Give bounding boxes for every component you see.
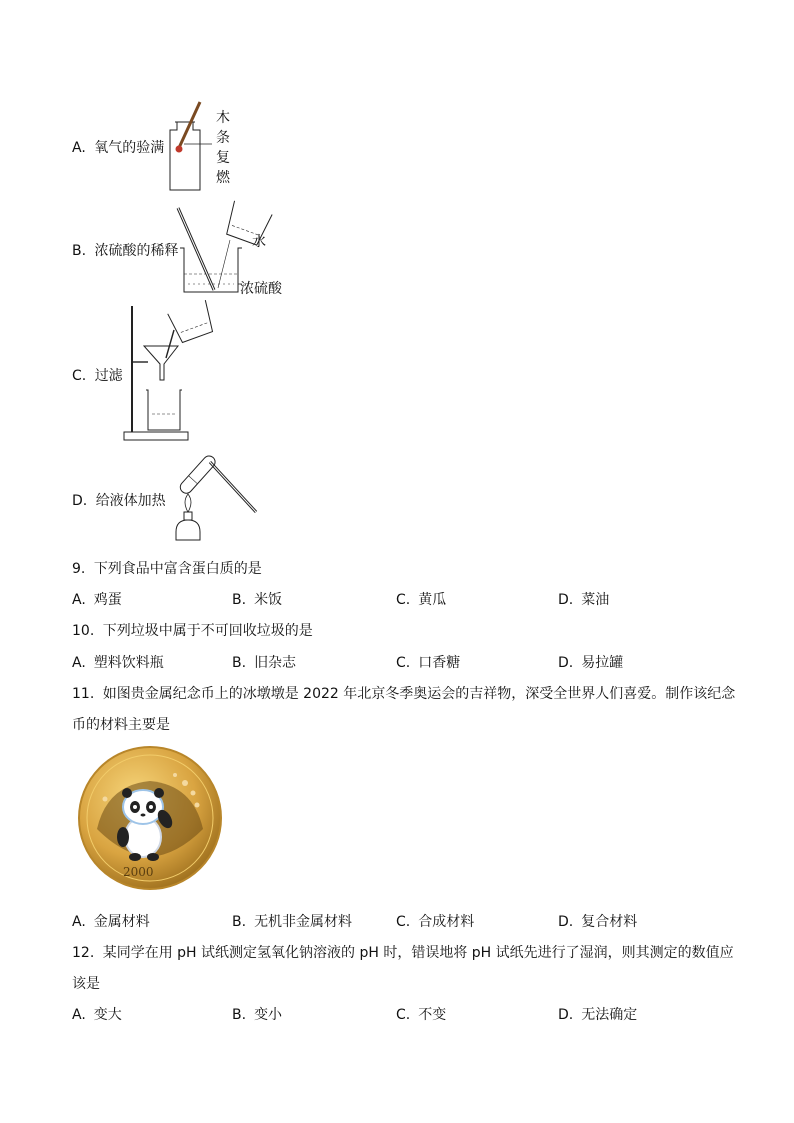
option-letter: D. [558,1007,574,1023]
q12-option-b[interactable] [232,1004,282,1024]
option-text: 无机非金属材料 [254,914,353,930]
q9-option-c[interactable] [396,589,446,609]
option-text: 不变 [418,1007,447,1023]
option-d-q8[interactable] [72,490,166,510]
option-letter: D. [72,493,88,509]
question-12-line1 [72,942,734,962]
option-letter: B. [232,914,247,930]
option-text: 合成材料 [418,914,475,930]
q10-option-d[interactable] [558,652,623,672]
option-a-q8[interactable] [72,137,164,157]
question-number: 12. [72,945,95,961]
question-9 [72,558,262,578]
question-number: 11. [72,686,95,702]
question-number: 10. [72,623,95,639]
q10-option-a[interactable] [72,652,164,672]
q11-option-c[interactable] [396,911,474,931]
q12-option-a[interactable] [72,1004,122,1024]
option-b-q8[interactable] [72,240,179,260]
option-text: 氧气的验满 [94,140,165,156]
q11-option-d[interactable] [558,911,637,931]
question-10 [72,620,313,640]
option-letter: C. [396,655,411,671]
option-text: 菜油 [581,592,610,608]
option-letter: A. [72,592,86,608]
option-text: 浓硫酸的稀释 [94,243,179,259]
commemorative-coin-image [77,745,223,891]
question-12-line2: 该是 [72,976,100,992]
option-text: 过滤 [94,368,123,384]
option-letter: D. [558,655,574,671]
oxygen-figure-labels [214,108,232,188]
q9-option-a[interactable] [72,589,122,609]
label-fu: 复 [216,150,230,166]
option-text: 黄瓜 [418,592,447,608]
heating-liquid-figure [170,448,260,548]
option-letter: C. [396,592,411,608]
option-text: 旧杂志 [254,655,297,671]
q9-option-d[interactable] [558,589,609,609]
option-text: 口香糖 [418,655,461,671]
q10-option-c[interactable] [396,652,460,672]
option-letter: A. [72,140,86,156]
option-text: 金属材料 [93,914,150,930]
q12-option-c[interactable] [396,1004,446,1024]
label-mu: 木 [216,110,230,126]
option-text: 变小 [254,1007,283,1023]
question-text: 如图贵金属纪念币上的冰墩墩是 2022 年北京冬季奥运会的吉祥物，深受全世界人们喜爱。制作该纪念 [102,686,736,702]
option-letter: B. [232,1007,247,1023]
coin-value: 2000 [123,865,154,879]
option-letter: C. [396,1007,411,1023]
option-letter: D. [558,914,574,930]
option-c-q8[interactable] [72,365,123,385]
q11-option-a[interactable] [72,911,150,931]
option-text: 给液体加热 [95,493,166,509]
question-11-line2: 币的材料主要是 [72,717,170,733]
filtration-figure [122,302,222,444]
option-text: 易拉罐 [581,655,624,671]
option-text: 鸡蛋 [93,592,122,608]
question-11-line1 [72,683,735,703]
option-letter: D. [558,592,574,608]
option-text: 无法确定 [581,1007,638,1023]
option-text: 复合材料 [581,914,638,930]
option-letter: C. [396,914,411,930]
option-letter: C. [72,368,87,384]
question-text: 下列食品中富含蛋白质的是 [93,561,262,577]
label-sulfuric-acid: 浓硫酸 [240,281,282,297]
question-number: 9. [72,561,86,577]
option-text: 塑料饮料瓶 [93,655,164,671]
option-letter: B. [72,243,87,259]
option-letter: B. [232,655,247,671]
label-tiao: 条 [216,130,230,146]
question-text: 某同学在用 pH 试纸测定氢氧化钠溶液的 pH 时，错误地将 pH 试纸先进行了湿润，则其测定的数值应 [102,945,734,961]
label-ran: 燃 [216,170,230,186]
label-water: 水 [252,234,266,250]
option-text: 米饭 [254,592,283,608]
q11-option-b[interactable] [232,911,352,931]
option-letter: A. [72,655,86,671]
option-letter: A. [72,1007,86,1023]
option-letter: B. [232,592,247,608]
q9-option-b[interactable] [232,589,282,609]
q10-option-b[interactable] [232,652,296,672]
option-text: 变大 [93,1007,122,1023]
option-letter: A. [72,914,86,930]
q12-option-d[interactable] [558,1004,637,1024]
question-text: 下列垃圾中属于不可回收垃圾的是 [102,623,313,639]
